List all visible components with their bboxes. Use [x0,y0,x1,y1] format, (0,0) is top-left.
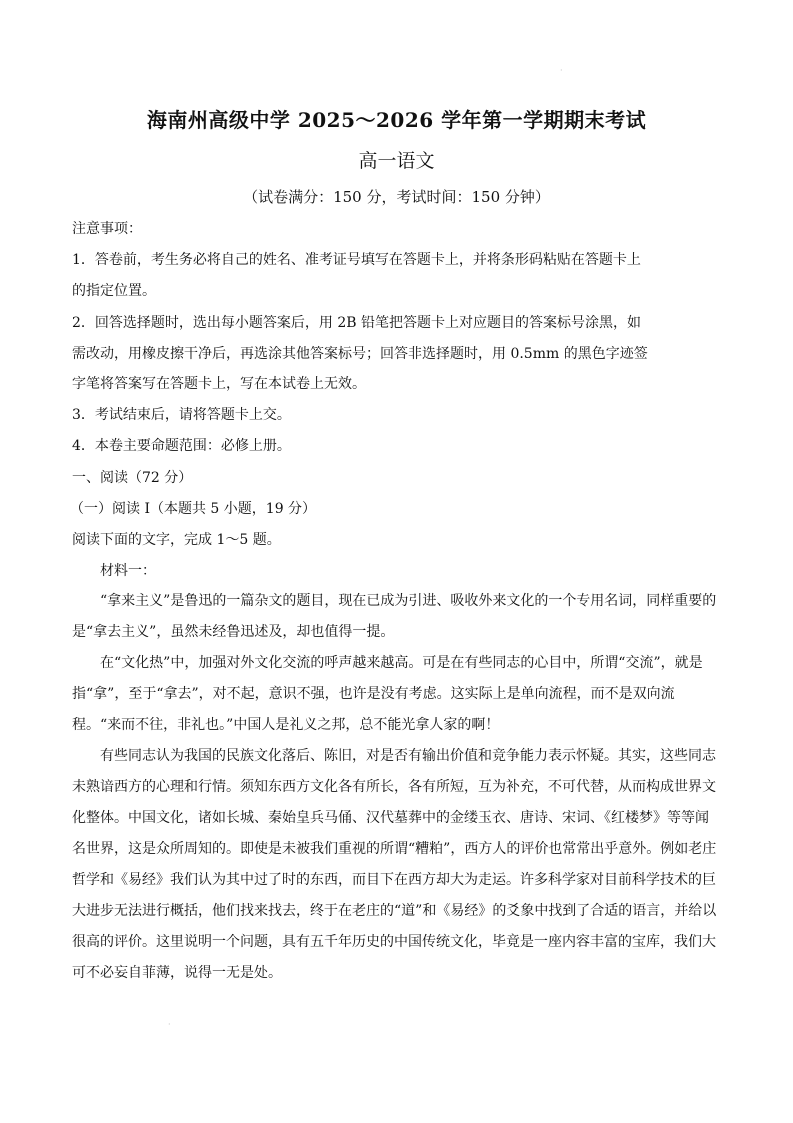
instruction-2-line-1: 2．回答选择题时，选出每小题答案后，用 2B 铅笔把答题卡上对应题目的答案标号涂黑，如 [72,315,642,331]
exam-info: （试卷满分：150 分，考试时间：150 分钟） [243,188,550,206]
passage-paragraph-2: 在“文化热”中，加强对外文化交流的呼声越来越高。可是在有些同志的心目中，所谓“交流”，就是指“拿”，至于“拿去”，对不起，意识不强，也许是没有考虑。这实际上是单向流程，而不是双向流程。“来而不往，非礼也。”中国人是礼义之邦，总不能光拿人家的啊！ [72,655,703,733]
instruction-3: 3．考试结束后，请将答题卡上交。 [72,407,291,423]
instruction-1-line-1: 1．答卷前，考生务必将自己的姓名、准考证号填写在答题卡上，并将条形码粘贴在答题卡上 [72,252,641,268]
instruction-4: 4．本卷主要命题范围：必修上册。 [72,438,291,454]
scan-speck: · [560,66,563,75]
material-label: 材料一： [100,563,156,579]
instruction-1-line-2: 的指定位置。 [72,283,156,299]
section-sub-title: （一）阅读 I（本题共 5 小题，19 分） [70,501,317,517]
passage-paragraph-1: “拿来主义”是鲁迅的一篇杂文的题目，现在已成为引进、吸收外来文化的一个专用名词，同样重要的是“拿去主义”，虽然未经鲁迅述及，却也值得一提。 [72,593,717,640]
exam-subject: 高一语文 [358,150,435,172]
passage-paragraph-3: 有些同志认为我国的民族文化落后、陈旧，对是否有输出价值和竞争能力表示怀疑。其实，这些同志未熟谙西方的心理和行情。须知东西方文化各有所长，各有所短，互为补充，不可代替，从而构成世界文化整体。中国文化，诸如长城、秦始皇兵马俑、汉代墓葬中的金缕玉衣、唐诗、宋词、《红楼梦》等等闻名世界，这是众所周知的。即使是未被我们重视的所谓“糟粕”，西方人的评价也常常出乎意外。例如老庄哲学和《易经》我们认为其中过了时的东西，而目下在西方却大为走运。许多科学家对目前科学技术的巨大进步无法进行概括，他们找来找去，终于在老庄的“道”和《易经》的爻象中找到了合适的语言，并给以很高的评价。这里说明一个问题，具有五千年历史的中国传统文化，毕竟是一座内容丰富的宝库，我们大可不必妄自菲薄，说得一无是处。 [72,748,717,981]
scan-speck: · [168,1020,171,1029]
instructions-heading: 注意事项： [72,221,142,237]
exam-title: 海南州高级中学 2025～2026 学年第一学期期末考试 [146,108,647,132]
section-direction: 阅读下面的文字，完成 1～5 题。 [72,532,281,548]
section-part-title: 一、阅读（72 分） [72,470,193,486]
instruction-2-line-3: 字笔将答案写在答题卡上，写在本试卷上无效。 [72,376,366,392]
instruction-2-line-2: 需改动，用橡皮擦干净后，再选涂其他答案标号；回答非选择题时，用 0.5mm 的黑色字迹签 [72,346,648,362]
